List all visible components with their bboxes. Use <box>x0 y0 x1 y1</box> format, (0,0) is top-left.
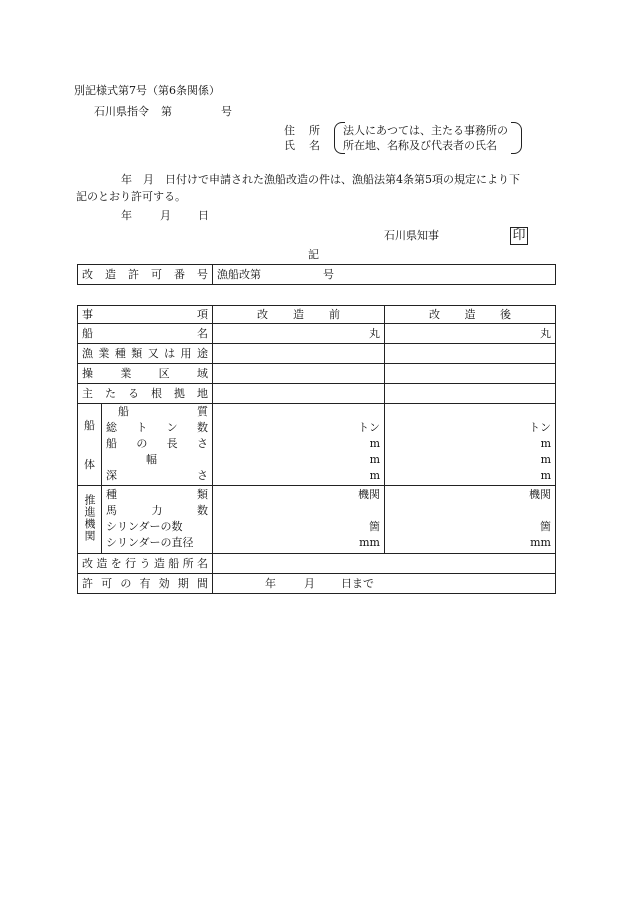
base-row <box>78 384 556 404</box>
table-header-row <box>78 306 556 324</box>
body-line1: 年 月 日付けで申請された漁船改造の件は、漁船法第4条第5項の規定により下 <box>121 173 520 186</box>
seal-mark: 印 <box>510 227 528 245</box>
hull-block <box>78 404 556 486</box>
date-year: 年 <box>121 209 132 222</box>
area-after <box>385 364 556 384</box>
head-after: 改 造 後 <box>385 306 556 324</box>
base-after <box>385 384 556 404</box>
form-label: 別記様式第7号（第6条関係） <box>74 84 220 97</box>
head-item: 事 項 <box>78 306 213 324</box>
shipyard-value <box>213 554 556 574</box>
area-label: 操 業 区 域 <box>78 364 213 384</box>
permit-number-table <box>77 264 556 285</box>
applicant-note-line2: 所在地、名称及び代表者の氏名 <box>343 139 497 152</box>
name-label: 氏 名 <box>284 139 320 152</box>
hull-before: トン m m m <box>213 404 385 486</box>
validity-value: 年 月 日まで <box>213 574 556 594</box>
validity-row <box>78 574 556 594</box>
details-table <box>77 305 556 594</box>
ship-name-after: 丸 <box>385 324 556 344</box>
shipyard-row <box>78 554 556 574</box>
fishery-type-before <box>213 344 385 364</box>
fishery-type-after <box>385 344 556 364</box>
area-before <box>213 364 385 384</box>
engine-block <box>78 486 556 554</box>
base-before <box>213 384 385 404</box>
governor: 石川県知事 <box>384 229 439 242</box>
hull-labels: 船 質 総 ト ン 数 船 の 長 さ 幅 深 さ <box>102 404 213 486</box>
area-row <box>78 364 556 384</box>
base-label: 主 た る 根 拠 地 <box>78 384 213 404</box>
date-day: 日 <box>198 209 209 222</box>
address-label: 住 所 <box>284 124 320 137</box>
date-month: 月 <box>160 209 171 222</box>
fishery-type-row <box>78 344 556 364</box>
ship-name-before: 丸 <box>213 324 385 344</box>
directive-dai: 第 <box>161 105 172 118</box>
fishery-type-label: 漁 業 種 類 又 は 用 途 <box>78 344 213 364</box>
right-bracket <box>511 122 522 154</box>
ship-name-row <box>78 324 556 344</box>
validity-label: 許 可 の 有 効 期 間 <box>78 574 213 594</box>
directive-go: 号 <box>221 105 232 118</box>
permit-number-label: 改 造 許 可 番 号 <box>78 265 213 285</box>
engine-after: 機関 箇 mm <box>385 486 556 554</box>
ship-name-label: 船 名 <box>78 324 213 344</box>
engine-labels: 種 類 馬 力 数 シリンダーの数 シリンダーの直径 <box>102 486 213 554</box>
shipyard-label: 改 造 を 行 う 造 船 所 名 <box>78 554 213 574</box>
permit-number-value: 漁船改第 号 <box>213 265 556 285</box>
hull-group-label: 船 体 <box>78 404 102 486</box>
engine-before: 機関 箇 mm <box>213 486 385 554</box>
hull-after: トン m m m <box>385 404 556 486</box>
head-before: 改 造 前 <box>213 306 385 324</box>
ki-heading: 記 <box>308 248 319 261</box>
directive-prefix: 石川県指令 <box>94 105 149 118</box>
body-line2: 記のとおり許可する。 <box>76 190 186 203</box>
engine-group-label: 推進機関 <box>78 486 102 554</box>
applicant-note-line1: 法人にあつては、主たる事務所の <box>343 124 508 137</box>
